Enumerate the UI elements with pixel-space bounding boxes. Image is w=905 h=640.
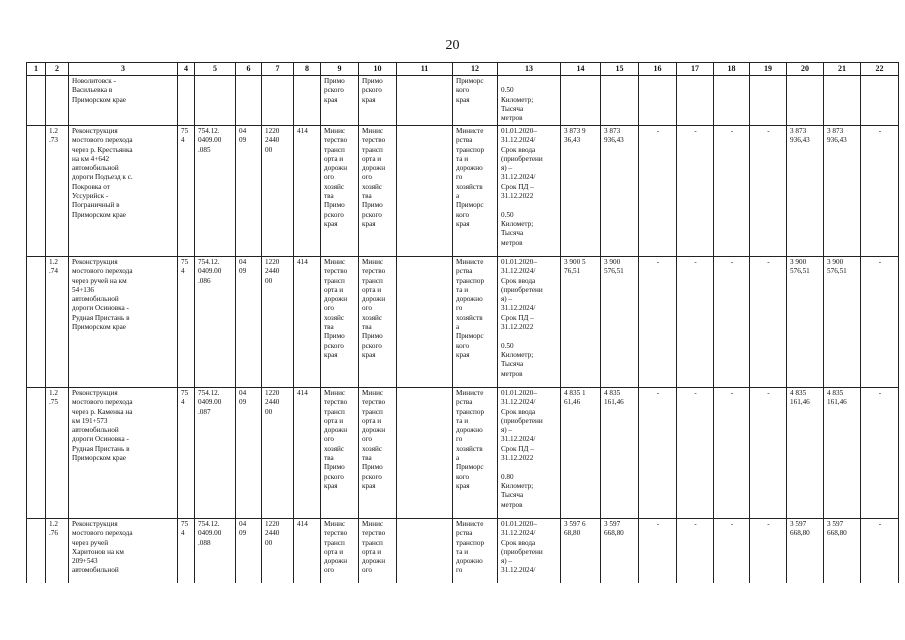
page-number: 20 (445, 38, 460, 53)
col-header: 18 (714, 63, 750, 76)
table-cell-col-10: Примо рского края (359, 76, 397, 126)
table-cell-col-14: 3 873 9 36,43 (561, 126, 601, 257)
table-cell-col-5: 754.12. 0409.00 .088 (195, 519, 236, 583)
table-cell-col-21: 3 900 576,51 (824, 257, 861, 388)
table-cell-col-18 (714, 76, 750, 126)
table-cell-col-7: 1220 2440 00 (262, 519, 294, 583)
table-cell-col-8: 414 (294, 519, 321, 583)
table-cell-col-16 (639, 76, 677, 126)
table-row (27, 388, 899, 519)
table-cell-col-1 (27, 257, 46, 388)
col-header: 17 (677, 63, 714, 76)
table-cell-col-19 (750, 76, 787, 126)
table-cell-col-16: - (639, 257, 677, 388)
table-cell-col-4: 75 4 (178, 519, 195, 583)
table-cell-col-10: Минис терство трансп орта и дорожн ого (359, 519, 397, 583)
table-cell-col-21: 3 597 668,80 (824, 519, 861, 583)
table-cell-col-11 (397, 388, 453, 519)
table-cell-col-6: 04 09 (236, 126, 262, 257)
table-cell-col-15: 3 597 668,80 (601, 519, 639, 583)
table-cell-col-4: 75 4 (178, 257, 195, 388)
table-cell-col-16: - (639, 519, 677, 583)
table-cell-col-17 (677, 76, 714, 126)
table-cell-col-1 (27, 76, 46, 126)
table-row (27, 126, 899, 257)
table-cell-col-5: 754.12. 0409.00 .087 (195, 388, 236, 519)
table-cell-col-14 (561, 76, 601, 126)
col-header: 5 (195, 63, 236, 76)
col-header: 15 (601, 63, 639, 76)
table-cell-col-13: 0.50 Километр; Тысяча метров (498, 76, 561, 126)
table-cell-col-11 (397, 126, 453, 257)
column-number-row (27, 63, 899, 76)
col-header: 13 (498, 63, 561, 76)
col-header: 16 (639, 63, 677, 76)
col-header: 10 (359, 63, 397, 76)
table-cell-col-14: 3 597 6 68,80 (561, 519, 601, 583)
table-cell-col-20: 4 835 161,46 (787, 388, 824, 519)
table-cell-col-21: 3 873 936,43 (824, 126, 861, 257)
table-cell-col-3: Новолитовск - Васильевка в Приморском крае (69, 76, 178, 126)
table-cell-col-1 (27, 519, 46, 583)
table-cell-col-6: 04 09 (236, 519, 262, 583)
table-cell-col-11 (397, 257, 453, 388)
table-cell-col-22: - (861, 388, 899, 519)
table-cell-col-20: 3 873 936,43 (787, 126, 824, 257)
table-cell-col-7: 1220 2440 00 (262, 388, 294, 519)
table-cell-col-8 (294, 76, 321, 126)
table-cell-col-18: - (714, 257, 750, 388)
table-cell-col-22: - (861, 257, 899, 388)
table-cell-col-1 (27, 126, 46, 257)
table-cell-col-7: 1220 2440 00 (262, 257, 294, 388)
table-cell-col-9: Минис терство трансп орта и дорожн ого хозяйс тва Примо рского края (321, 126, 359, 257)
table-row (27, 257, 899, 388)
table-cell-col-12: Министе рства транспор та и дорожно го хозяйств а Приморс кого края (453, 257, 498, 388)
table-cell-col-13: 01.01.2020– 31.12.2024/ Срок ввода (приобретени я) – 31.12.2024/ Срок ПД – 31.12.2022 0.50 Километр; Тысяча метров (498, 126, 561, 257)
table-cell-col-2: 1.2 .76 (46, 519, 69, 583)
table-cell-col-6: 04 09 (236, 257, 262, 388)
table-cell-col-13: 01.01.2020– 31.12.2024/ Срок ввода (приобретени я) – 31.12.2024/ (498, 519, 561, 583)
table-row (27, 519, 899, 583)
table-cell-col-10: Минис терство трансп орта и дорожн ого хозяйс тва Примо рского края (359, 257, 397, 388)
table-cell-col-3: Реконструкция мостового перехода через р. Каменка на км 191+573 автомобильной дороги Осиновка - Рудная Пристань в Приморском крае (69, 388, 178, 519)
col-header: 1 (27, 63, 46, 76)
table-cell-col-6 (236, 76, 262, 126)
table-cell-col-5: 754.12. 0409.00 .086 (195, 257, 236, 388)
table-cell-col-7 (262, 76, 294, 126)
col-header: 20 (787, 63, 824, 76)
table-cell-col-12: Министе рства транспор та и дорожно го хозяйств а Приморс кого края (453, 388, 498, 519)
table-cell-col-18: - (714, 126, 750, 257)
col-header: 3 (69, 63, 178, 76)
table-cell-col-17: - (677, 388, 714, 519)
table-cell-col-4: 75 4 (178, 388, 195, 519)
table-cell-col-19: - (750, 519, 787, 583)
program-table (26, 62, 899, 583)
col-header: 4 (178, 63, 195, 76)
table-cell-col-9: Минис терство трансп орта и дорожн ого (321, 519, 359, 583)
col-header: 12 (453, 63, 498, 76)
table-cell-col-9: Минис терство трансп орта и дорожн ого хозяйс тва Примо рского края (321, 388, 359, 519)
table-cell-col-15: 3 900 576,51 (601, 257, 639, 388)
table-cell-col-4 (178, 76, 195, 126)
table-cell-col-12: Министе рства транспор та и дорожно го хозяйств а Приморс кого края (453, 126, 498, 257)
table-cell-col-3: Реконструкция мостового перехода через р. Крестьянка на км 4+642 автомобильной дороги Подъезд к с. Покровка от Уссурийск - Пограничный в Приморском крае (69, 126, 178, 257)
table-cell-col-9: Минис терство трансп орта и дорожн ого хозяйс тва Примо рского края (321, 257, 359, 388)
col-header: 21 (824, 63, 861, 76)
col-header: 11 (397, 63, 453, 76)
table-cell-col-15: 3 873 936,43 (601, 126, 639, 257)
table-row (27, 76, 899, 126)
table-cell-col-10: Минис терство трансп орта и дорожн ого хозяйс тва Примо рского края (359, 388, 397, 519)
table-cell-col-10: Минис терство трансп орта и дорожн ого хозяйс тва Примо рского края (359, 126, 397, 257)
col-header: 7 (262, 63, 294, 76)
table-cell-col-17: - (677, 257, 714, 388)
table-cell-col-2: 1.2 .73 (46, 126, 69, 257)
table-cell-col-13: 01.01.2020– 31.12.2024/ Срок ввода (приобретени я) – 31.12.2024/ Срок ПД – 31.12.2022 0.80 Километр; Тысяча метров (498, 388, 561, 519)
table-body (27, 76, 899, 583)
col-header: 19 (750, 63, 787, 76)
table-cell-col-12: Приморс кого края (453, 76, 498, 126)
table-cell-col-20: 3 597 668,80 (787, 519, 824, 583)
col-header: 8 (294, 63, 321, 76)
table-cell-col-6: 04 09 (236, 388, 262, 519)
table-cell-col-22: - (861, 126, 899, 257)
col-header: 9 (321, 63, 359, 76)
table-cell-col-8: 414 (294, 388, 321, 519)
table-cell-col-3: Реконструкция мостового перехода через ручей на км 54+136 автомобильной дороги Осиновка - Рудная Пристань в Приморском крае (69, 257, 178, 388)
table-cell-col-19: - (750, 126, 787, 257)
table-cell-col-19: - (750, 257, 787, 388)
col-header: 22 (861, 63, 899, 76)
table-cell-col-20 (787, 76, 824, 126)
table-cell-col-8: 414 (294, 257, 321, 388)
table-cell-col-15 (601, 76, 639, 126)
table-cell-col-21 (824, 76, 861, 126)
table-cell-col-20: 3 900 576,51 (787, 257, 824, 388)
table-cell-col-21: 4 835 161,46 (824, 388, 861, 519)
table-cell-col-14: 4 835 1 61,46 (561, 388, 601, 519)
col-header: 6 (236, 63, 262, 76)
table-cell-col-13: 01.01.2020– 31.12.2024/ Срок ввода (приобретени я) – 31.12.2024/ Срок ПД – 31.12.2022 0.50 Километр; Тысяча метров (498, 257, 561, 388)
table-cell-col-18: - (714, 388, 750, 519)
table-cell-col-17: - (677, 519, 714, 583)
table-cell-col-18: - (714, 519, 750, 583)
col-header: 14 (561, 63, 601, 76)
table-cell-col-19: - (750, 388, 787, 519)
table-cell-col-7: 1220 2440 00 (262, 126, 294, 257)
table-cell-col-12: Министе рства транспор та и дорожно го (453, 519, 498, 583)
table-cell-col-9: Примо рского края (321, 76, 359, 126)
table-cell-col-22 (861, 76, 899, 126)
table-cell-col-11 (397, 76, 453, 126)
table-cell-col-1 (27, 388, 46, 519)
table-cell-col-22: - (861, 519, 899, 583)
table-cell-col-3: Реконструкция мостового перехода через ручей Харитонов на км 209+543 автомобильной (69, 519, 178, 583)
table-cell-col-17: - (677, 126, 714, 257)
table-cell-col-4: 75 4 (178, 126, 195, 257)
table-cell-col-11 (397, 519, 453, 583)
table-cell-col-16: - (639, 388, 677, 519)
table-cell-col-14: 3 900 5 76,51 (561, 257, 601, 388)
table-cell-col-2: 1.2 .75 (46, 388, 69, 519)
table-cell-col-8: 414 (294, 126, 321, 257)
col-header: 2 (46, 63, 69, 76)
table-cell-col-2 (46, 76, 69, 126)
table-cell-col-15: 4 835 161,46 (601, 388, 639, 519)
table-cell-col-16: - (639, 126, 677, 257)
table-cell-col-5 (195, 76, 236, 126)
table-cell-col-2: 1.2 .74 (46, 257, 69, 388)
table-cell-col-5: 754.12. 0409.00 .085 (195, 126, 236, 257)
